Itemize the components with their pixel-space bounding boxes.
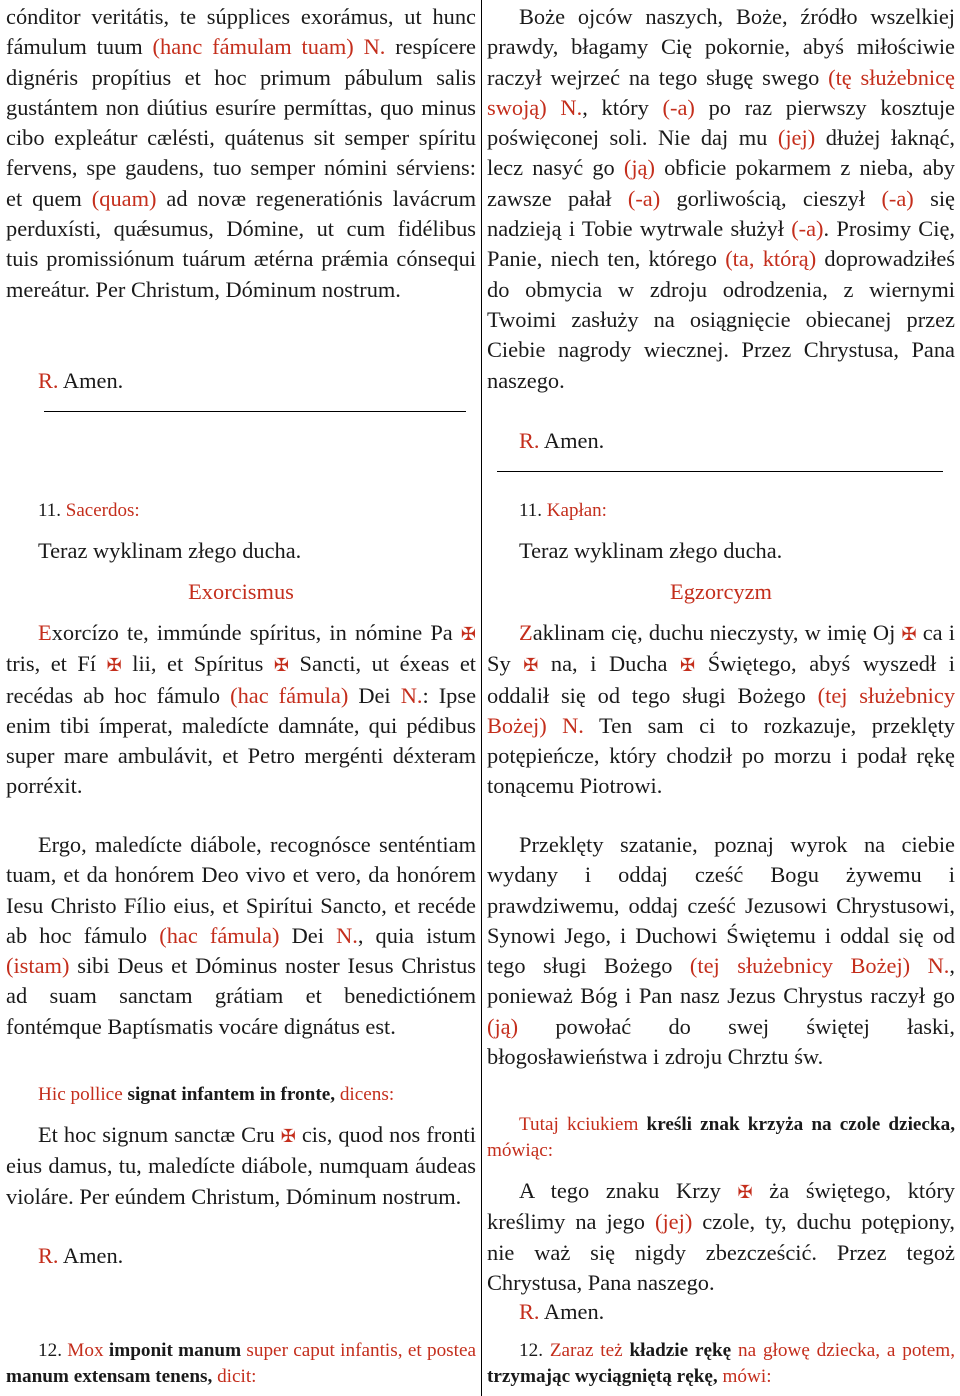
text-run: lii, et Spíritus: [121, 651, 274, 677]
rubric-run: Tutaj kciukiem: [519, 1114, 647, 1135]
instruction-bold: trzymając wyciągniętą rękę,: [487, 1366, 718, 1387]
initial-letter: Z: [519, 620, 533, 645]
rubric-run: mówi:: [717, 1366, 772, 1387]
section-11-header: [487, 498, 955, 524]
exorcism-paragraph: [487, 618, 955, 802]
text-run: , quia istum: [357, 922, 476, 948]
text-run: ca i Sy: [487, 620, 955, 677]
section-11-text: Teraz wyklinam złego ducha.: [38, 538, 302, 563]
rubric-run: (tę służebnicę swoją) N.: [487, 64, 955, 120]
cross-icon: ✠: [680, 655, 696, 676]
ergo-paragraph: [487, 830, 955, 1072]
cross-icon: ✠: [106, 655, 122, 676]
rubric-run: super caput infantis, et postea: [241, 1340, 477, 1361]
section-label: Sacerdos:: [65, 500, 140, 521]
text-run: Sancti, ut éxeas et recédas ab hoc fámulo: [6, 651, 476, 708]
text-run: Dei: [279, 922, 337, 948]
text-run: xorcízo te, immúnde spíritus, in nómine Pa: [51, 620, 461, 645]
cross-icon: ✠: [523, 655, 539, 676]
text-run: , ponieważ Bóg i Pan nasz Jezus Chrystus raczył go: [487, 953, 955, 1009]
rubric-run: dicens:: [335, 1084, 395, 1105]
rubric-run: (hac fámula): [230, 682, 349, 708]
text-run: respícere dignéris propítius et hoc primum pábulum salis gustántem non diútius esuríre permíttas, quo minus cibo expleátur cælésti, quátenus sit semper spíritu fervens, spe gaudens, tuo semper nómini sérviens: et quem: [6, 34, 476, 211]
cross-icon: ✠: [901, 624, 917, 644]
rubric-run: (quam): [91, 185, 157, 211]
instruction-bold: imponit manum: [108, 1340, 242, 1361]
section-12-rubric: [6, 1338, 476, 1390]
text-run: Boże ojców naszych, Boże, źródło wszelkiej prawdy, błagamy Cię pokornie, abyś miłościwie raczył wejrzeć na tego sługę swego: [487, 4, 955, 90]
section-number: 11.: [519, 500, 543, 521]
rubric-run: na głowę dziecka, a potem,: [731, 1340, 955, 1361]
response-amen: [6, 366, 476, 396]
rubric-sign-forehead: [6, 1082, 476, 1108]
text-run: czole, ty, duchu potępiony, nie waż się nigdy zbezcześcić. Przez tegoż Chrystusa, Pana naszego.: [487, 1209, 955, 1295]
amen-text: Amen.: [543, 428, 605, 453]
amen-text: Amen.: [62, 368, 124, 393]
rubric-run: (istam): [6, 953, 70, 979]
rubric-sign-forehead: [487, 1112, 955, 1164]
amen-text: Amen.: [543, 1299, 605, 1324]
text-run: cis, quod nos fronti eius damus, tu, maledícte diábole, numquam áudeas violáre. Per eúndem Christum, Dóminum nostrum.: [6, 1122, 476, 1209]
section-rule: [497, 471, 943, 472]
text-run: . Prosimy Cię, Panie, niech ten, którego: [487, 216, 955, 272]
rubric-run: (-a): [791, 216, 824, 242]
initial-letter: E: [38, 620, 52, 645]
text-run: : Ipse enim tibi ímperat, maledícte damnáte, qui pédibus super mare ambulávit, et Petro mergénti déxteram porréxit.: [6, 682, 477, 799]
response-mark: R.: [38, 1243, 59, 1268]
text-run: się nadzieją i Tobie wytrwale służył: [487, 185, 955, 242]
instruction-bold: kreśli znak krzyża na czole dziecka,: [646, 1114, 955, 1135]
text-run: sibi Deus et Dóminus noster Iesus Christus ad suam sanctam grátiam et benedictiónem fontémque Baptísmatis vocáre dignátus est.: [6, 953, 476, 1039]
rubric-run: Zaraz też: [542, 1340, 630, 1361]
column-divider: [481, 0, 482, 1396]
text-run: po raz pierwszy kosztuje poświęconej soli. Nie daj mu: [487, 94, 955, 151]
sign-paragraph: [6, 1120, 476, 1212]
rubric-run: Hic pollice: [38, 1084, 128, 1105]
ergo-paragraph: [6, 830, 476, 1042]
rubric-run: (-a): [881, 185, 914, 211]
text-run: doprowadziłeś do obmycia w zdroju odrodzenia, z wiernymi Twoimi zasłuży na osiągnięcie obiecanej przez Ciebie nagrody wiecznej. Przez Chrystusa, Pana naszego.: [487, 246, 955, 393]
amen-text: Amen.: [62, 1243, 124, 1268]
text-run: ża świętego, który kreślimy na jego: [487, 1178, 955, 1235]
rubric-run: (tej służebnicy Bożej) N.: [689, 953, 950, 979]
rubric-run: (hanc fámulam tuam) N.: [152, 34, 386, 60]
instruction-bold: manum extensam tenens,: [6, 1366, 213, 1387]
latin-column: [6, 0, 476, 1396]
cross-icon: ✠: [460, 624, 476, 644]
rubric-run: (hac fámula): [159, 922, 280, 948]
rubric-run: (jej): [654, 1209, 693, 1235]
exorcism-paragraph: [6, 618, 476, 802]
text-run: powołać do swej świętej łaski, błogosławieństwa i zdroju Chrztu św.: [487, 1013, 955, 1070]
text-run: cónditor veritátis, te súpplices exorámus, ut hunc fámulum tuum: [6, 4, 476, 60]
response-amen: [487, 426, 955, 456]
instruction-bold: kładzie rękę: [629, 1340, 732, 1361]
text-run: ad novæ regeneratiónis lavácrum perduxísti, quǽsumus, Dómine, ut cum fidélibus tuis promissiónum tuárum ætérna prǽmia cónsequi mereátur. Per Christum, Dóminum nostrum.: [6, 185, 476, 302]
rubric-run: mówiąc:: [487, 1140, 554, 1161]
response-amen-2: [487, 1297, 955, 1327]
response-mark: R.: [519, 1299, 540, 1324]
section-12-rubric: [487, 1338, 955, 1390]
rubric-run: N.: [400, 682, 423, 708]
section-number: 12.: [38, 1340, 62, 1361]
sign-paragraph: [487, 1176, 955, 1298]
text-run: Dei: [348, 682, 401, 708]
rubric-run: dicit:: [212, 1366, 257, 1387]
rubric-run: (ją): [623, 155, 655, 181]
rubric-run: (tej służebnicy Bożej) N.: [487, 682, 956, 738]
cross-icon: ✠: [737, 1182, 753, 1202]
text-run: A tego znaku Krzy: [519, 1178, 738, 1203]
rubric-run: (-a): [662, 94, 695, 120]
text-run: Ten sam ci to rozkazuje, przeklęty potępieńcze, który chodził po morzu i podał rękę tonącemu Piotrowi.: [487, 712, 955, 799]
response-mark: R.: [38, 368, 59, 393]
rubric-run: (jej): [777, 125, 816, 151]
text-run: Świętego, abyś wyszedł i oddalił się od tego sługi Bożego: [487, 651, 956, 708]
text-run: aklinam cię, duchu nieczysty, w imię Oj: [532, 620, 902, 645]
section-11-header: [6, 498, 476, 524]
polish-column: [487, 0, 955, 1396]
exorcism-heading: Egzorcyzm: [670, 579, 772, 604]
cross-icon: ✠: [280, 1126, 296, 1146]
section-number: 12.: [519, 1340, 543, 1361]
latin-prayer-paragraph: [6, 2, 476, 305]
response-amen-2: [6, 1241, 476, 1271]
section-label: Kapłan:: [546, 500, 607, 521]
text-run: dłużej łaknąć, lecz nasyć go: [487, 125, 955, 181]
instruction-bold: signat infantem in fronte,: [127, 1084, 336, 1105]
text-run: na, i Ducha: [538, 651, 681, 677]
response-mark: R.: [519, 428, 540, 453]
section-rule: [44, 411, 466, 412]
rubric-run: (ta, którą): [725, 246, 817, 272]
polish-prayer-paragraph: [487, 2, 955, 396]
rubric-run: (-a): [627, 185, 661, 211]
exorcism-heading: Exorcismus: [188, 579, 294, 604]
rubric-run: (ją): [487, 1013, 519, 1039]
text-run: Ergo, maledícte diábole, recognósce senténtiam tuam, et da honórem Deo vivo et vero, da honórem Iesu Christo Fílio eius, et Spirítui Sancto, et recéde ab hoc fámulo: [6, 832, 476, 948]
section-number: 11.: [38, 500, 62, 521]
text-run: , który: [582, 94, 663, 120]
cross-icon: ✠: [273, 655, 290, 676]
rubric-run: Mox: [61, 1340, 109, 1361]
text-run: tris, et Fí: [6, 651, 107, 677]
text-run: obficie pokarmem z nieba, aby zawsze pałał: [487, 155, 955, 211]
rubric-run: N.: [336, 922, 358, 948]
section-11-text: Teraz wyklinam złego ducha.: [519, 538, 783, 563]
text-run: Et hoc signum sanctæ Cru: [38, 1122, 281, 1147]
text-run: Przeklęty szatanie, poznaj wyrok na ciebie wydany i oddaj cześć Bogu żywemu i prawdziwemu, oddaj cześć Jezusowi Chrystusowi, Synowi Jego, i Duchowi Świętemu i oddal się od tego sługi Bożego: [487, 832, 955, 979]
text-run: gorliwością, cieszył: [660, 185, 882, 211]
